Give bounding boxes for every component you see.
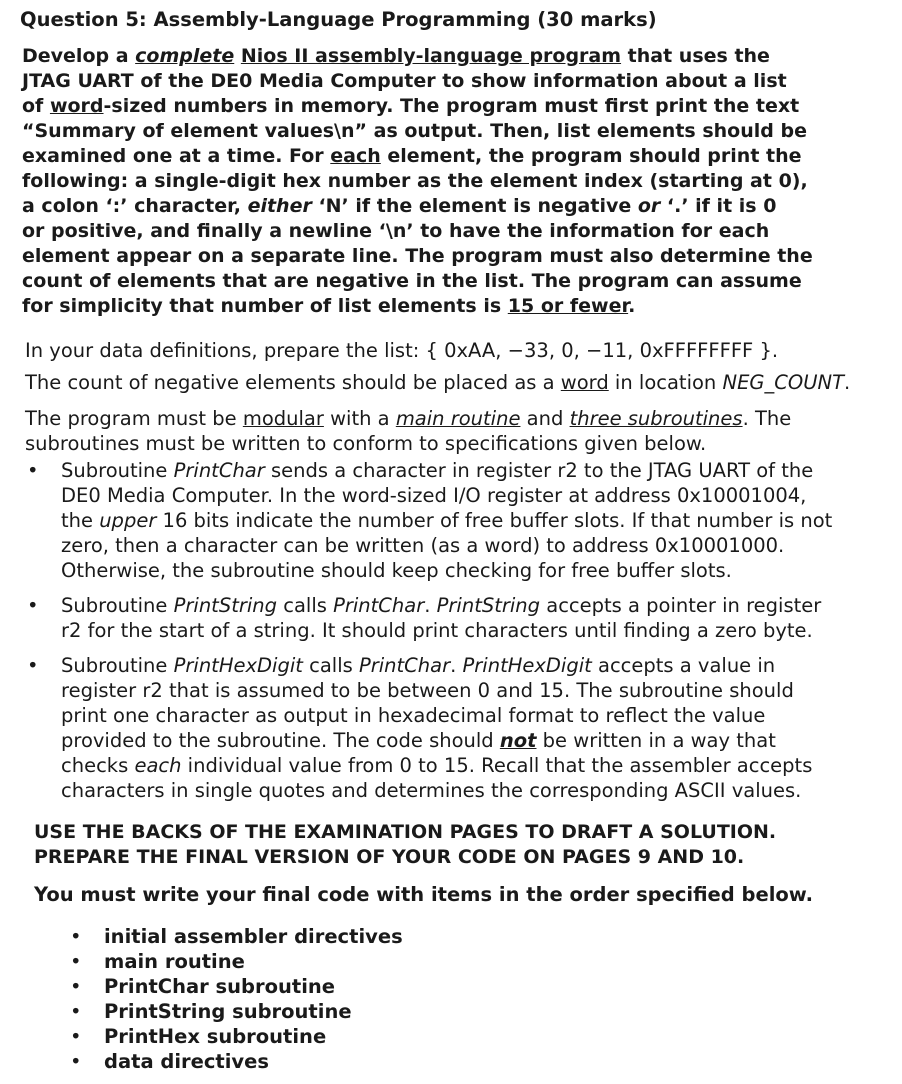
spec-printstring-text: [61, 593, 885, 643]
code-order-item: [70, 1049, 403, 1074]
code-order-item: [70, 974, 403, 999]
code-order-item: [70, 1024, 403, 1049]
text-emphasis: upper: [99, 509, 157, 532]
code-order-item: [70, 999, 403, 1024]
draft-instructions: [34, 820, 776, 870]
bullet-dot: •: [70, 925, 82, 948]
text-line: following: a single-digit hex number as the element index (starting at 0),: [22, 170, 808, 192]
code-order-item-label: main routine: [104, 950, 245, 973]
text-line: zero, then a character can be written (as a word) to address 0x10001000.: [61, 534, 785, 557]
text-emphasis: main routine: [395, 407, 521, 430]
text-emphasis: PrintChar: [333, 594, 425, 617]
text-emphasis: PrintChar: [173, 459, 265, 482]
text-line: characters in single quotes and determines the corresponding ASCII values.: [61, 779, 802, 802]
text-line: DE0 Media Computer. In the word-sized I/O register at address 0x10001004,: [61, 484, 807, 507]
neg-count-paragraph: [25, 370, 895, 395]
bullet-dot: •: [27, 594, 39, 617]
text-emphasis: not: [499, 729, 537, 752]
text-line: subroutines must be written to conform to specifications given below.: [25, 432, 707, 455]
text-emphasis: NEG_COUNT: [722, 371, 844, 394]
text-line: “Summary of element values\n” as output. Then, list elements should be: [22, 120, 807, 142]
code-order-item-label: initial assembler directives: [104, 925, 403, 948]
text-emphasis: PrintHexDigit: [173, 654, 303, 677]
text-emphasis: word: [49, 95, 104, 117]
text-line: or positive, and finally a newline ‘\n’ to have the information for each: [22, 220, 770, 242]
text-line: the upper 16 bits indicate the number of free buffer slots. If that number is not: [61, 509, 833, 532]
text-emphasis: PrintChar: [358, 654, 451, 677]
bullet-dot: •: [27, 459, 39, 482]
text-emphasis: PrintString: [436, 594, 541, 617]
code-order-item-label: PrintString subroutine: [104, 1000, 352, 1023]
text-line: of word-sized numbers in memory. The program must first print the text: [22, 95, 800, 117]
text-line: The program must be modular with a main routine and three subroutines. The: [25, 407, 792, 430]
order-instruction: You must write your final code with items in the order specified below.: [34, 883, 813, 906]
text-emphasis: 15 or fewer: [507, 295, 629, 317]
text-line: Subroutine PrintChar sends a character in register r2 to the JTAG UART of the: [61, 459, 814, 482]
code-order-item: [70, 924, 403, 949]
text-emphasis: modular: [242, 407, 324, 430]
text-emphasis: three subroutines: [569, 407, 743, 430]
bullet-dot: •: [70, 1025, 82, 1048]
data-definition-line: In your data definitions, prepare the list: { 0xAA, −33, 0, −11, 0xFFFFFFFF }.: [25, 339, 779, 362]
intro-paragraph: [22, 44, 882, 319]
bullet-dot: •: [70, 1050, 82, 1073]
text-line: print one character as output in hexadecimal format to reflect the value: [61, 704, 766, 727]
text-emphasis: or: [637, 195, 661, 217]
text-line: examined one at a time. For each element, the program should print the: [22, 145, 802, 167]
draft-instruction-line-1: USE THE BACKS OF THE EXAMINATION PAGES TO DRAFT A SOLUTION.: [34, 821, 777, 843]
bullet-dot: •: [27, 654, 39, 677]
spec-printchar-text: [61, 458, 885, 583]
draft-instruction-line-2: PREPARE THE FINAL VERSION OF YOUR CODE ON PAGES 9 AND 10.: [34, 846, 745, 868]
text-line: element appear on a separate line. The program must also determine the: [22, 245, 813, 267]
spec-printstring: [25, 593, 885, 643]
text-line: for simplicity that number of list elements is 15 or fewer.: [22, 295, 636, 317]
neg-count-line: The count of negative elements should be placed as a word in location NEG_COUNT.: [25, 371, 851, 394]
question-title: Question 5: Assembly-Language Programming (30 marks): [20, 8, 657, 31]
text-line: Develop a complete Nios II assembly-language program that uses the: [22, 45, 770, 67]
text-line: JTAG UART of the DE0 Media Computer to show information about a list: [22, 70, 787, 92]
text-emphasis: Nios II assembly-language program: [240, 45, 622, 67]
text-line: Otherwise, the subroutine should keep checking for free buffer slots.: [61, 559, 732, 582]
code-order-item: [70, 949, 403, 974]
text-line: provided to the subroutine. The code should not be written in a way that: [61, 729, 776, 752]
code-order-item-label: PrintHex subroutine: [104, 1025, 327, 1048]
text-emphasis: complete: [135, 45, 235, 67]
text-emphasis: each: [134, 754, 182, 777]
code-order-list: [70, 924, 403, 1074]
text-line: count of elements that are negative in the list. The program can assume: [22, 270, 802, 292]
text-emphasis: each: [330, 145, 381, 167]
text-line: register r2 that is assumed to be between 0 and 15. The subroutine should: [61, 679, 794, 702]
bullet-dot: •: [70, 1000, 82, 1023]
subroutine-spec-list: [25, 458, 885, 813]
text-emphasis: word: [560, 371, 609, 394]
data-definition-paragraph: [25, 338, 895, 363]
text-emphasis: PrintString: [173, 594, 278, 617]
code-order-item-label: data directives: [104, 1050, 269, 1073]
modular-paragraph: [25, 406, 895, 456]
bullet-dot: •: [70, 950, 82, 973]
spec-printhexdigit-text: [61, 653, 885, 803]
text-line: a colon ‘:’ character, either ‘N’ if the element is negative or ‘.’ if it is 0: [22, 195, 777, 217]
spec-printhexdigit: [25, 653, 885, 803]
text-line: Subroutine PrintHexDigit calls PrintChar. PrintHexDigit accepts a value in: [61, 654, 776, 677]
text-emphasis: PrintHexDigit: [462, 654, 592, 677]
bullet-dot: •: [70, 975, 82, 998]
spec-printchar: [25, 458, 885, 583]
text-line: r2 for the start of a string. It should print characters until finding a zero byte.: [61, 619, 813, 642]
text-emphasis: either: [247, 195, 312, 217]
text-line: Subroutine PrintString calls PrintChar. PrintString accepts a pointer in register: [61, 594, 822, 617]
text-line: checks each individual value from 0 to 15. Recall that the assembler accepts: [61, 754, 813, 777]
code-order-item-label: PrintChar subroutine: [104, 975, 336, 998]
